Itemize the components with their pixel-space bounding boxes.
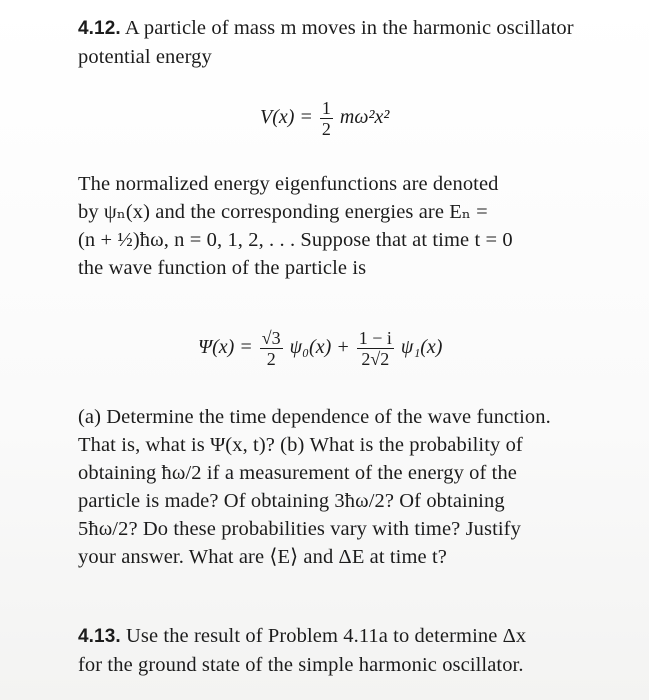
fraction-numerator: 1 − i xyxy=(358,328,392,348)
wave-term-2: ψ₁(x) xyxy=(400,336,443,359)
potential-equation xyxy=(260,98,389,139)
sqrt3-over-2-fraction xyxy=(260,328,283,369)
questions-paragraph xyxy=(78,403,638,571)
problem-number: 4.13. xyxy=(78,626,121,647)
paragraph-line: (n + ½)ħω, n = 0, 1, 2, . . . Suppose that at time t = 0 xyxy=(78,229,513,251)
wave-term-1: ψ₀(x) + xyxy=(289,336,350,359)
potential-lhs: V(x) = xyxy=(260,106,313,129)
problem-intro-text: A particle of mass m moves in the harmonic oscillator potential energy xyxy=(78,17,574,68)
problem-4-13-line-1: Use the result of Problem 4.11a to determine Δx xyxy=(126,625,527,647)
wave-function-equation xyxy=(198,328,442,369)
potential-rhs: mω²x² xyxy=(339,106,390,129)
question-line: That is, what is Ψ(x, t)? (b) What is the probability of xyxy=(78,434,523,456)
fraction-numerator: 1 xyxy=(321,98,331,118)
one-half-fraction xyxy=(320,98,333,139)
fraction-denominator: 2 xyxy=(321,119,331,139)
problem-4-13-line-2: for the ground state of the simple harmonic oscillator. xyxy=(78,654,524,676)
paragraph-line: by ψₙ(x) and the corresponding energies are Eₙ = xyxy=(78,201,488,223)
paragraph-line: the wave function of the particle is xyxy=(78,257,367,279)
question-line: obtaining ħω/2 if a measurement of the energy of the xyxy=(78,462,518,484)
fraction-numerator: √3 xyxy=(261,328,281,348)
problem-4-13 xyxy=(78,622,638,679)
paragraph-line: The normalized energy eigenfunctions are denoted xyxy=(78,173,499,195)
question-line: (a) Determine the time dependence of the wave function. xyxy=(78,406,551,428)
fraction-denominator: 2√2 xyxy=(361,349,390,369)
problem-4-12-intro xyxy=(78,14,638,71)
fraction-denominator: 2 xyxy=(266,349,276,369)
problem-number: 4.12. xyxy=(78,18,121,39)
question-line: your answer. What are ⟨E⟩ and ΔE at time t? xyxy=(78,546,447,568)
eigenfunction-paragraph xyxy=(78,170,638,282)
wave-lhs: Ψ(x) = xyxy=(198,336,253,359)
question-line: particle is made? Of obtaining 3ħω/2? Of obtaining xyxy=(78,490,505,512)
one-minus-i-fraction xyxy=(357,328,394,369)
question-line: 5ħω/2? Do these probabilities vary with time? Justify xyxy=(78,518,521,540)
